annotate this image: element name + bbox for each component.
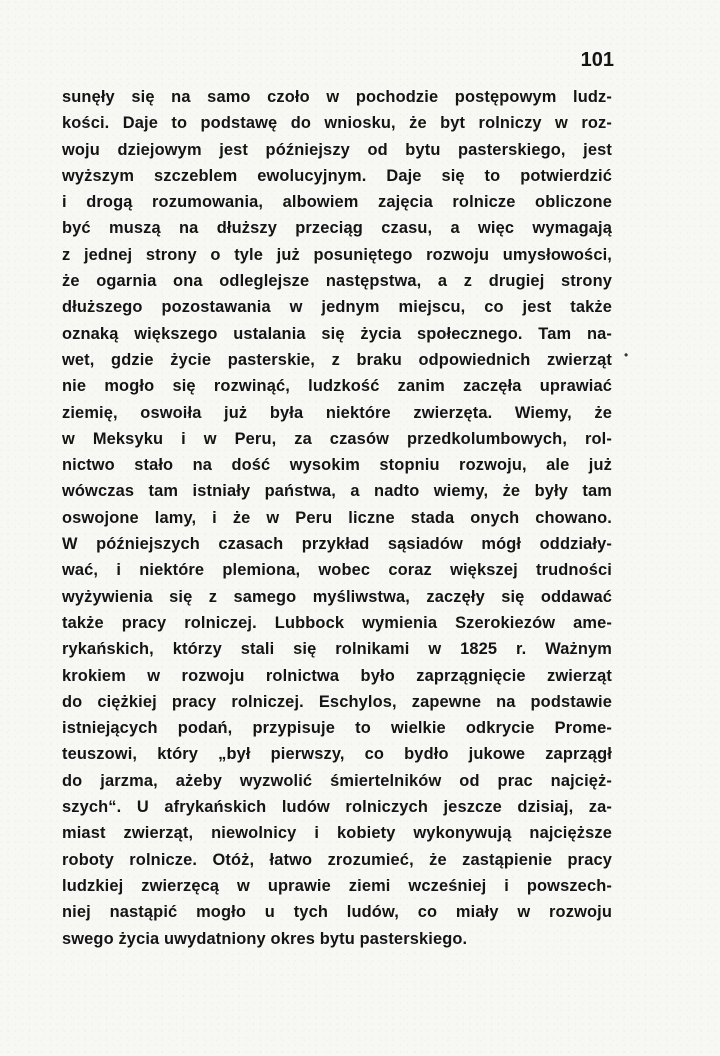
text-line: rykańskich, którzy stali się rolnikami w 1825 r. Ważnym: [62, 640, 612, 659]
page-number: 101: [580, 49, 614, 71]
text-line: W późniejszych czasach przykład sąsiadów mógł oddziały-: [62, 535, 612, 554]
text-line: nie mogło się rozwinąć, ludzkość zanim zaczęła uprawiać: [62, 377, 612, 396]
text-line: w Meksyku i w Peru, za czasów przedkolumbowych, rol-: [62, 429, 612, 448]
text-line: także pracy rolniczej. Lubbock wymienia Szerokiezów ame-: [62, 613, 612, 632]
margin-mark: •: [624, 348, 629, 362]
text-line: teuszowi, który „był pierwszy, co bydło jukowe zaprzągł: [62, 745, 612, 764]
text-line: dłuższego pozostawania w jednym miejscu, co jest także: [62, 298, 612, 317]
text-line: oznaką większego ustalania się życia społecznego. Tam na-: [62, 324, 612, 343]
text-line: do jarzma, ażeby wyzwolić śmiertelników od prac najcięż-: [62, 771, 612, 790]
text-line: ziemię, oswoiła już była niektóre zwierzęta. Wiemy, że: [62, 403, 612, 422]
text-line: woju dziejowym jest późniejszy od bytu pasterskiego, jest: [62, 140, 612, 159]
text-line: niej nastąpić mogło u tych ludów, co miały w rozwoju: [62, 903, 612, 922]
text-line: wyższym szczeblem ewolucyjnym. Daje się to potwierdzić: [62, 166, 612, 185]
text-line: z jednej strony o tyle już posuniętego rozwoju umysłowości,: [62, 245, 612, 264]
text-line: krokiem w rozwoju rolnictwa było zaprzągnięcie zwierząt: [62, 666, 612, 685]
text-line: oswojone lamy, i że w Peru liczne stada onych chowano.: [62, 508, 612, 527]
text-line: do ciężkiej pracy rolniczej. Eschylos, zapewne na podstawie: [62, 692, 612, 711]
text-line: sunęły się na samo czoło w pochodzie postępowym ludz-: [62, 88, 612, 106]
text-line: szych“. U afrykańskich ludów rolniczych jeszcze dzisiaj, za-: [62, 798, 612, 817]
text-line: wet, gdzie życie pasterskie, z braku odpowiednich zwierząt: [62, 350, 612, 369]
text-line: i drogą rozumowania, albowiem zajęcia rolnicze obliczone: [62, 193, 612, 212]
text-line: być muszą na dłuższy przeciąg czasu, a więc wymagają: [62, 219, 612, 238]
text-line: swego życia uwydatniony okres bytu pasterskiego.: [62, 929, 468, 948]
text-line: wówczas tam istniały państwa, a nadto wiemy, że były tam: [62, 482, 612, 501]
text-line: kości. Daje to podstawę do wniosku, że byt rolniczy w roz-: [62, 114, 612, 133]
text-line: wać, i niektóre plemiona, wobec coraz większej trudności: [62, 561, 612, 580]
body-text: [62, 84, 612, 952]
text-line: roboty rolnicze. Otóż, łatwo zrozumieć, że zastąpienie pracy: [62, 850, 612, 869]
text-line: że ogarnia ona odleglejsze następstwa, a z drugiej strony: [62, 272, 612, 291]
text-line: miast zwierząt, niewolnicy i kobiety wykonywują najcięższe: [62, 824, 612, 843]
text-line: ludzkiej zwierzęcą w uprawie ziemi wcześniej i powszech-: [62, 876, 612, 895]
text-line: istniejących podań, przypisuje to wielkie odkrycie Prome-: [62, 719, 612, 738]
text-line: wyżywienia się z samego myśliwstwa, zaczęły się oddawać: [62, 587, 612, 606]
text-line: nictwo stało na dość wysokim stopniu rozwoju, ale już: [62, 456, 612, 475]
